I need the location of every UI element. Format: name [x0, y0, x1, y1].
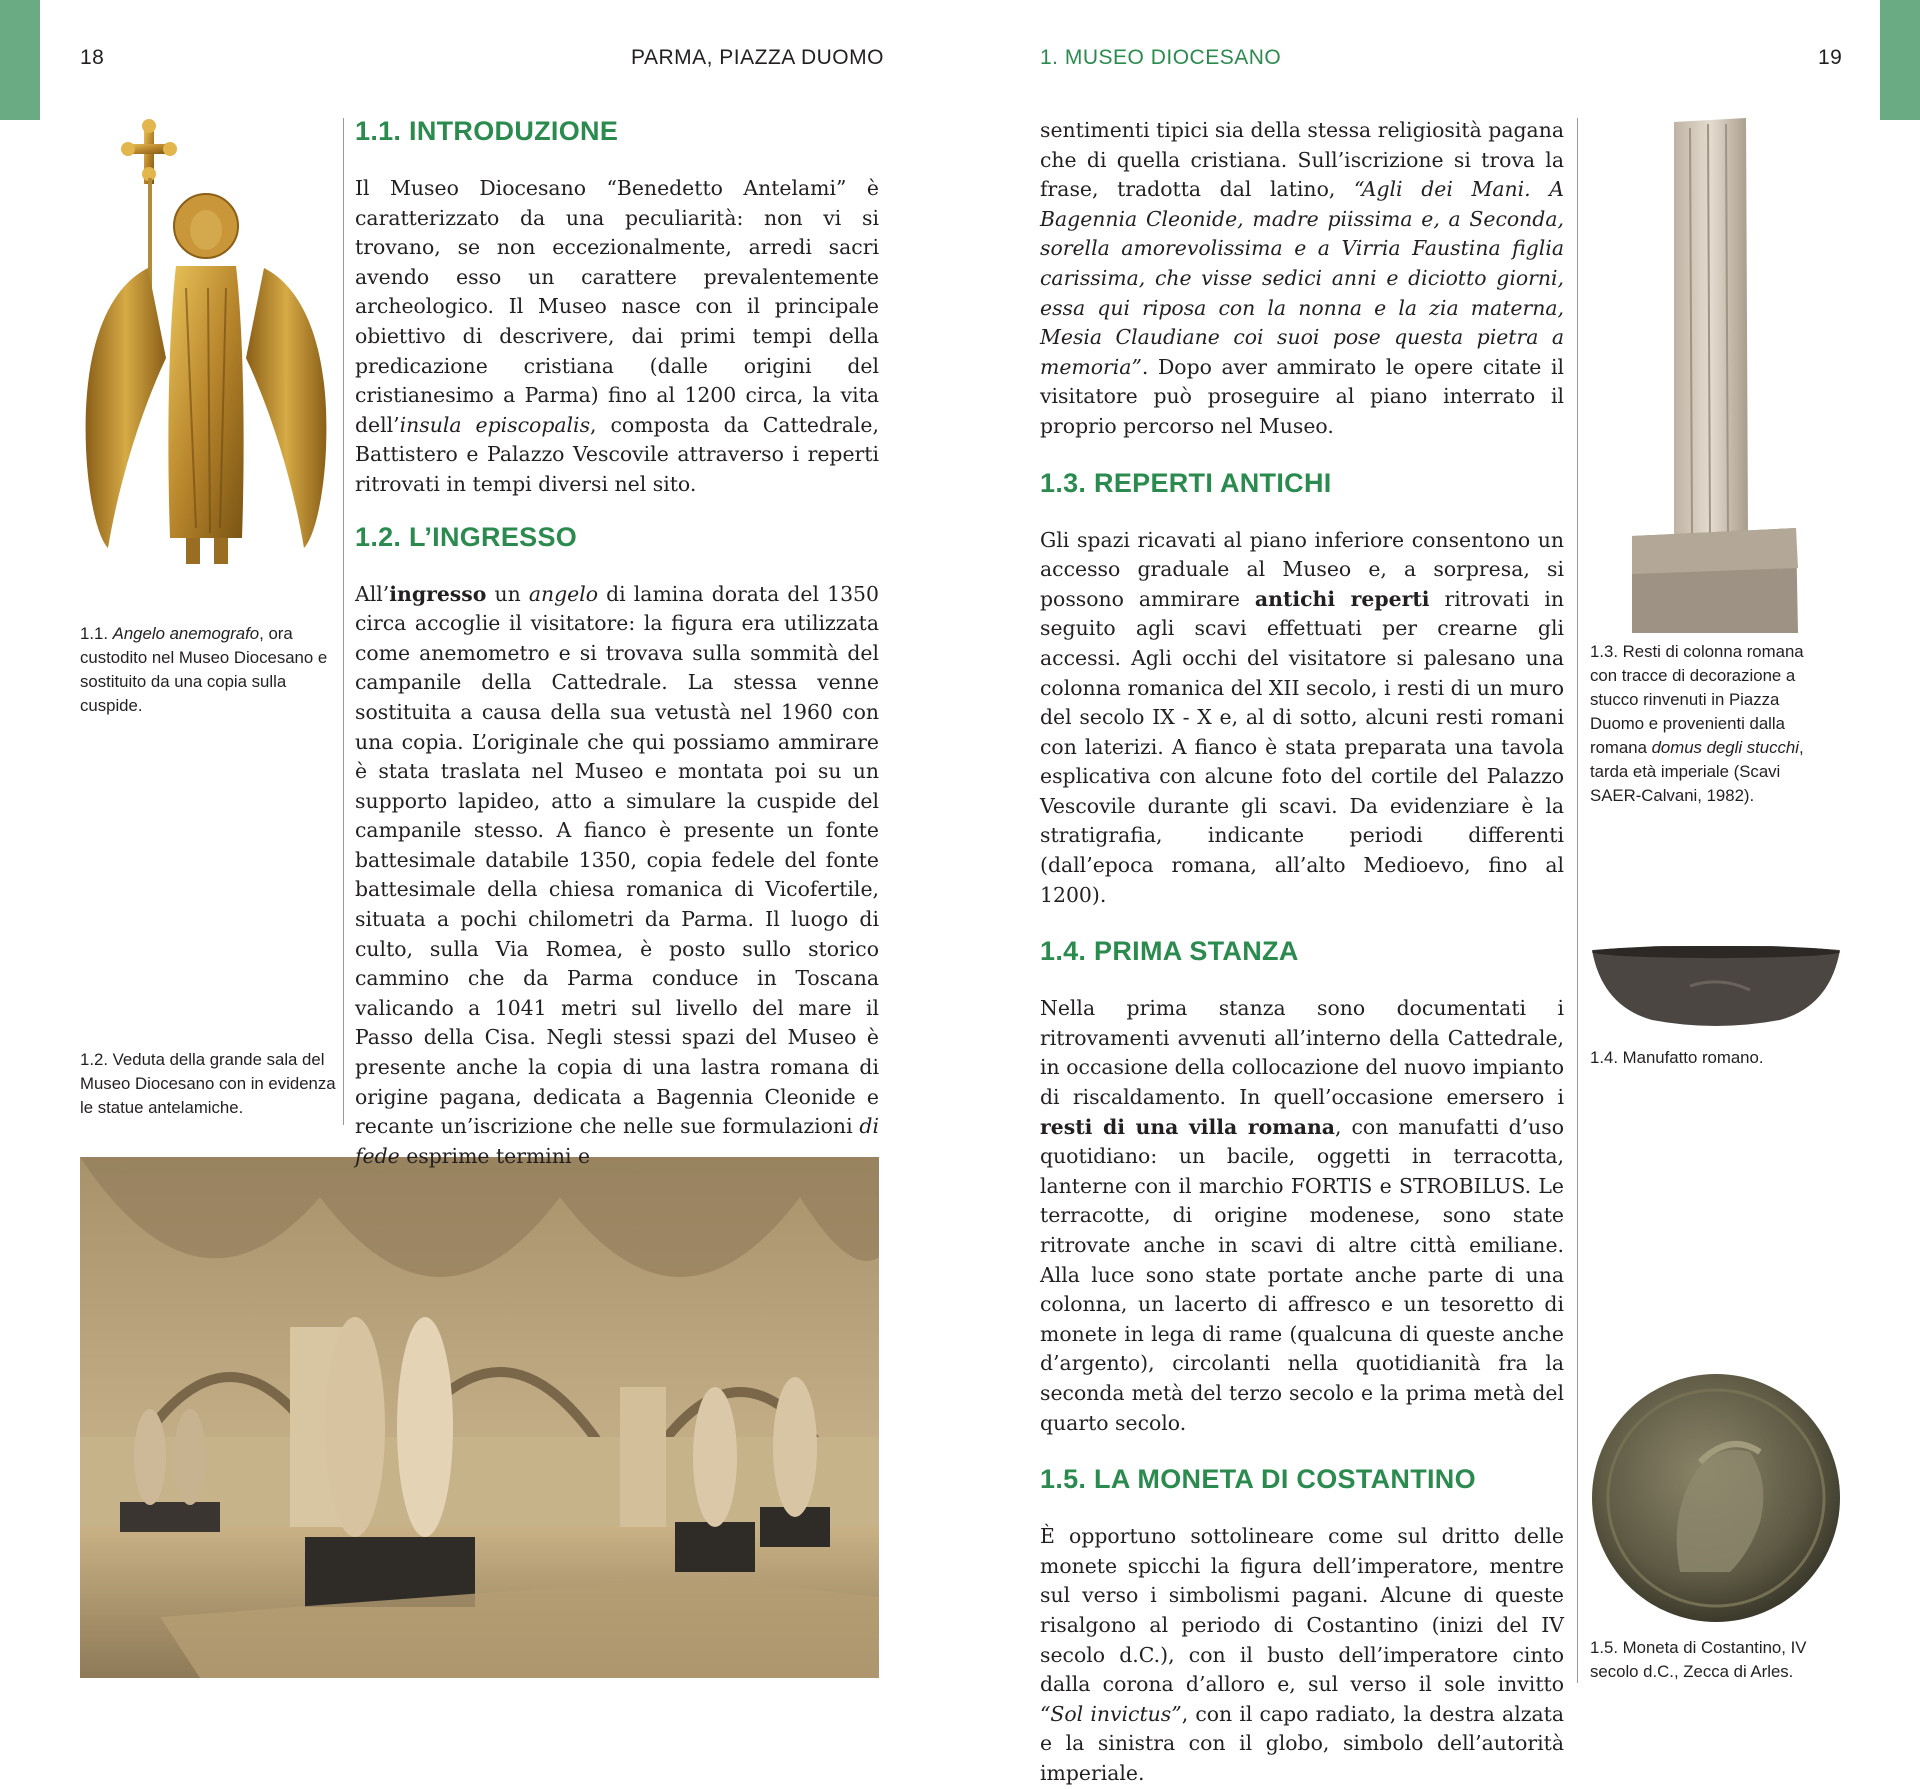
caption-1-2: 1.2. Veduta della grande sala del Museo Diocesano con in evidenza le statue antelamiche. [80, 1050, 336, 1117]
heading-ingresso: 1.2. L’INGRESSO [355, 521, 578, 552]
angel-anemografo-image [78, 118, 334, 606]
paragraph-ingresso: All’ingresso un angelo di lamina dorata del 1350 circa accoglie il visitatore: la figura era utilizzata come anemometro e si trovava sulla sommità del campanile della Cattedrale. La stessa venne sostituita a causa della sua vetustà nel 1960 con una copia. L’originale che qui possiamo ammirare è stata traslata nel Museo e montata poi su un supporto lapideo, atto a simulare la cuspide del campanile stesso. A fianco è presente un fonte battesimale databile 1350, copia fedele del fonte battesimale della chiesa romanica di Vicofertile, situata a pochi chilometri da Parma. Il luogo di culto, sulla Via Romea, è posto sullo storico cammino che da Parma conduce in Toscana valicando a 1041 metri sul livello del mare il Passo della Cisa. Negli stessi spazi del Museo è presente anche la copia di una lastra romana di origine pagana, dedicata a Bagennia Cleonide e recante un’iscrizione che nelle sue formulazioni di fede esprime termini e [355, 581, 879, 1168]
left-running-title: PARMA, PIAZZA DUOMO [631, 46, 884, 69]
roman-bowl-image [1590, 946, 1842, 1026]
caption-1-5: 1.5. Moneta di Costantino, IV secolo d.C., Zecca di Arles. [1590, 1638, 1807, 1681]
left-page-number: 18 [80, 46, 105, 69]
heading-moneta-costantino: 1.5. LA MONETA DI COSTANTINO [1040, 1464, 1476, 1495]
left-page-tab [0, 0, 40, 120]
right-running-title: 1. MUSEO DIOCESANO [1040, 46, 1282, 69]
museum-hall-photo [80, 1157, 879, 1678]
right-text-column [1040, 116, 1564, 1789]
paragraph-prima-stanza: Nella prima stanza sono documentati i ritrovamenti avvenuti all’interno della Cattedrale, in occasione della collocazione del nuovo impianto di riscaldamento. In quell’occasione emersero i resti di una villa romana, con manufatti d’uso quotidiano: un bacile, oggetti in terracotta, lanterne con il marchio FORTIS e STROBILUS. Le terracotte, di origine modenese, sono state ritrovate anche in scavi di altre città emiliane. Alla luce sono state portate anche parte di una colonna, un lacerto di affresco e un tesoretto di monete in lega di rame (qualcuna di queste anche d’argento), circolanti nella quotidianità fra la seconda metà del terzo secolo e la prima metà del quarto secolo. [1040, 996, 1564, 1435]
heading-introduzione: 1.1. INTRODUZIONE [355, 116, 619, 146]
caption-1-4: 1.4. Manufatto romano. [1590, 1048, 1764, 1067]
paragraph-continuation: sentimenti tipici sia della stessa religiosità pagana che di quella cristiana. Sull’iscrizione si trova la frase, tradotta dal latino, “Agli dei Mani. A Bagennia Cleonide, madre piissima e, a Seconda, sorella amorevolissima e a Virria Faustina figlia carissima, che visse sedici anni e diciotto giorni, essa qui riposa con la nonna e la zia materna, Mesia Claudiane coi suoi pose questa pietra a memoria”. Dopo aver ammirato le opere citate il visitatore può proseguire al piano interrato il proprio percorso nel Museo. [1040, 118, 1564, 438]
caption-1-3: 1.3. Resti di colonna romana con tracce di decorazione a stucco rinvenuti in Piazza Duomo e provenienti dalla romana domus degli stucchi, tarda età imperiale (Scavi SAER-Calvani, 1982). [1590, 642, 1804, 805]
right-column-rule [1577, 118, 1578, 1683]
left-column-rule [343, 118, 344, 1125]
right-page-number: 19 [1818, 46, 1843, 69]
paragraph-reperti-antichi: Gli spazi ricavati al piano inferiore consentono un accesso graduale al Museo e, a sorpresa, si possono ammirare antichi reperti ritrovati in seguito agli scavi effettuati per crearne gli accessi. Agli occhi del visitatore si palesano una colonna romanica del XII secolo, i resti di un muro del secolo IX - X e, al di sotto, alcuni resti romani con laterizi. A fianco è stata preparata una tavola esplicativa con alcune foto del cortile del Palazzo Vescovile durante gli scavi. Da evidenziare è la stratigrafia, indicante periodi differenti (dall’epoca romana, all’alto Medioevo, fino al 1200). [1040, 527, 1564, 907]
roman-column-image [1630, 118, 1800, 633]
left-text-column [355, 114, 879, 1171]
paragraph-moneta-costantino: È opportuno sottolineare come sul dritto delle monete spicchi la figura dell’imperatore, mentre sul verso i simbolismi pagani. Alcune di queste risalgono al periodo di Costantino (inizi del IV secolo d.C.), con il busto dell’imperatore cinto dalla corona d’alloro e, sul verso il sole invitto “Sol invictus”, con il capo radiato, la destra alzata e la sinistra con il globo, simbolo dell’autorità imperiale. [1040, 1524, 1564, 1785]
heading-reperti-antichi: 1.3. REPERTI ANTICHI [1040, 467, 1332, 498]
costantino-coin-image [1590, 1372, 1842, 1624]
right-page-tab [1880, 0, 1920, 120]
heading-prima-stanza: 1.4. PRIMA STANZA [1040, 936, 1299, 967]
paragraph-introduzione: Il Museo Diocesano “Benedetto Antelami” è caratterizzato da una peculiarità: non vi si trovano, se non eccezionalmente, arredi sacri avendo esso un carattere prevalentemente archeologico. Il Museo nasce con il principale obiettivo di descrivere, dai primi tempi della predicazione cristiana (dalle origini del cristianesimo a Parma) fino al 1200 circa, la vita dell’insula episcopalis, composta da Cattedrale, Battistero e Palazzo Vescovile attraverso i reperti ritrovati in tempi diversi nel sito. [355, 176, 879, 496]
caption-1-1: 1.1. Angelo anemografo, ora custodito nel Museo Diocesano e sostituito da una copia sulla cuspide. [80, 624, 328, 715]
